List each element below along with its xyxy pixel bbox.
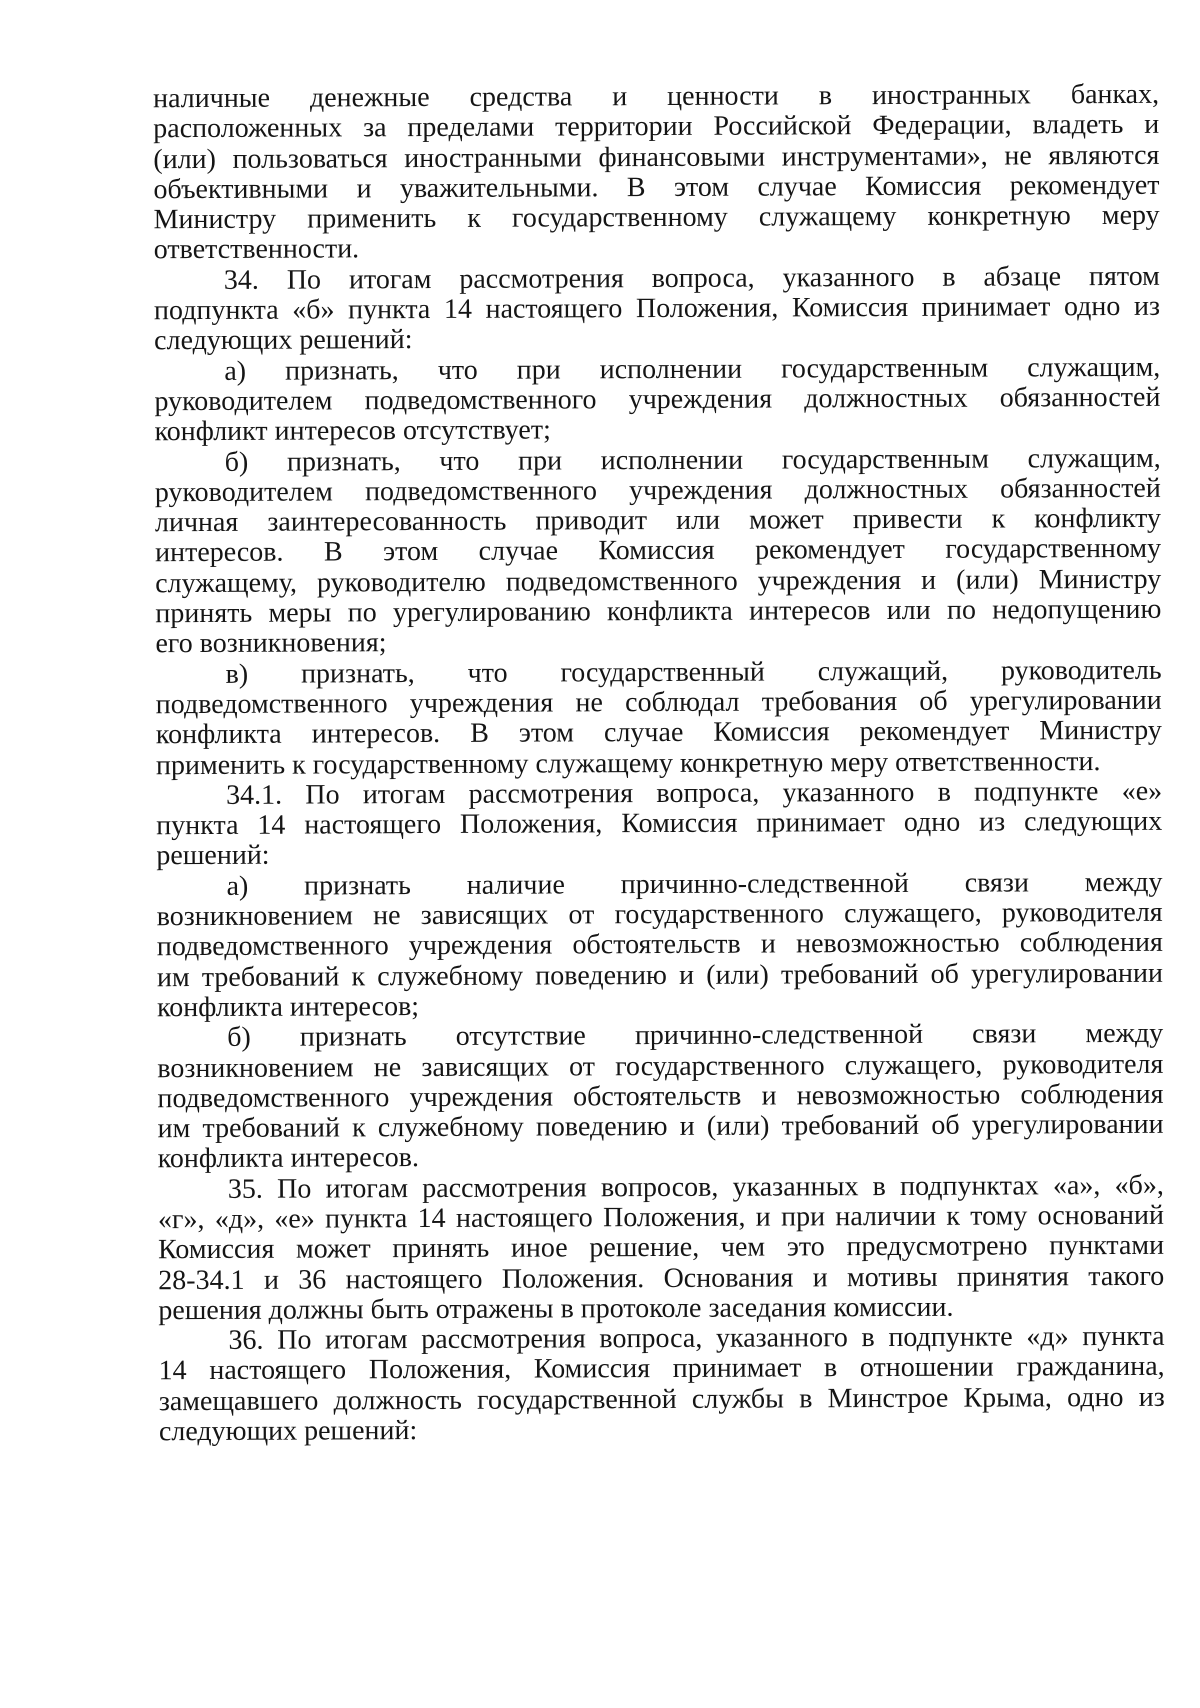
paragraph-36 (158, 1322, 1165, 1448)
document-text (153, 80, 1165, 1448)
paragraph-34-a (154, 352, 1160, 447)
paragraph-34-b (155, 443, 1162, 659)
text-line: «г», «д», «е» пункта 14 настоящего Положения, и при наличии к тому оснований (157, 1199, 1165, 1236)
text-line: подведомственного учреждения обстоятельств и невозможностью соблюдения (157, 1078, 1164, 1114)
paragraph-34-1-a (156, 868, 1163, 1024)
paragraph-33-continuation (153, 80, 1160, 266)
text-line: подпункта «б» пункта 14 настоящего Положения, Комиссия принимает одно из (153, 290, 1161, 327)
text-line: б) признать отсутствие причинно-следственной связи между (227, 1018, 1164, 1054)
text-line: ответственности. (153, 233, 360, 266)
text-line: пункта 14 настоящего Положения, Комиссия принимает одно из следующих (156, 805, 1163, 842)
text-line: руководителем подведомственного учреждения должностных обязанностей (154, 472, 1161, 509)
paragraph-34-1 (156, 777, 1162, 872)
text-line: 34.1. По итогам рассмотрения вопроса, указанного в подпункте «е» (226, 775, 1163, 811)
text-line: замещавшего должность государственной службы в Минстрое Крыма, одно из (158, 1381, 1165, 1417)
text-line: в) признать, что государственный служащий, руководитель (225, 654, 1162, 690)
text-line: личная заинтересованность приводит или может привести к конфликту (154, 502, 1162, 539)
text-line: подведомственного учреждения не соблюдал требования об урегулировании (155, 684, 1162, 721)
text-line: 28-34.1 и 36 настоящего Положения. Основания и мотивы принятия такого (158, 1260, 1165, 1296)
text-line: 34. По итогам рассмотрения вопроса, указанного в абзаце пятом (223, 260, 1160, 296)
text-line: б) признать, что при исполнении государственным служащим, (224, 442, 1161, 478)
text-line: объективными и уважительными. В этом случае Комиссия рекомендует (153, 169, 1160, 206)
text-line: принять меры по урегулированию конфликта интересов или по недопущению (155, 593, 1162, 630)
text-line: возникновением не зависящих от государственного служащего, руководителя (157, 1048, 1164, 1084)
text-line: следующих решений: (158, 1415, 418, 1448)
paragraph-35 (158, 1170, 1165, 1326)
text-line: применить к государственному служащему конкретную меру ответственности. (155, 745, 1101, 781)
paragraph-34 (154, 262, 1160, 357)
text-line: его возникновения; (155, 627, 387, 660)
text-line: а) признать, что при исполнении государственным служащим, (224, 351, 1161, 387)
text-line: им требований к служебному поведению и (или) требований об урегулировании (156, 957, 1163, 993)
text-line: Комиссия может принять иное решение, чем это предусмотрено пунктами (158, 1230, 1165, 1266)
paragraph-34-v (156, 655, 1163, 781)
text-line: служащему, руководителю подведомственного учреждения и (или) Министру (155, 563, 1162, 599)
text-line: (или) пользоваться иностранными финансовыми инструментами», не являются (153, 139, 1160, 175)
paragraph-34-1-b (157, 1019, 1164, 1175)
text-line: руководителем подведомственного учреждения должностных обязанностей (154, 381, 1161, 418)
text-line: расположенных за пределами территории Российской Федерации, владеть и (153, 109, 1160, 145)
text-line: следующих решений: (154, 324, 413, 357)
text-line: Министру применить к государственному служащему конкретную меру (153, 199, 1160, 236)
text-line: конфликта интересов; (156, 990, 420, 1024)
text-line: конфликта интересов. В этом случае Комиссия рекомендует Министру (155, 715, 1162, 751)
text-line: интересов. В этом случае Комиссия рекомендует государственному (155, 533, 1162, 569)
text-line: 36. По итогам рассмотрения вопроса, указанного в подпункте «д» пункта (228, 1320, 1165, 1357)
text-line: а) признать наличие причинно-следственной связи между (226, 866, 1163, 902)
text-line: наличные денежные средства и ценности в иностранных банках, (153, 78, 1160, 115)
text-line: 14 настоящего Положения, Комиссия принимает в отношении гражданина, (158, 1351, 1165, 1387)
text-line: решений: (156, 840, 270, 872)
text-line: конфликта интересов. (157, 1142, 420, 1175)
text-line: 35. По итогам рассмотрения вопросов, указанных в подпунктах «а», «б», (227, 1169, 1164, 1205)
text-line: возникновением не зависящих от государственного служащего, руководителя (156, 896, 1163, 933)
text-line: решения должны быть отражены в протоколе заседания комиссии. (158, 1291, 954, 1327)
text-line: конфликт интересов отсутствует; (154, 414, 551, 448)
text-line: подведомственного учреждения обстоятельств и невозможностью соблюдения (156, 927, 1163, 963)
text-line: им требований к служебному поведению и (или) требований об урегулировании (157, 1108, 1164, 1145)
